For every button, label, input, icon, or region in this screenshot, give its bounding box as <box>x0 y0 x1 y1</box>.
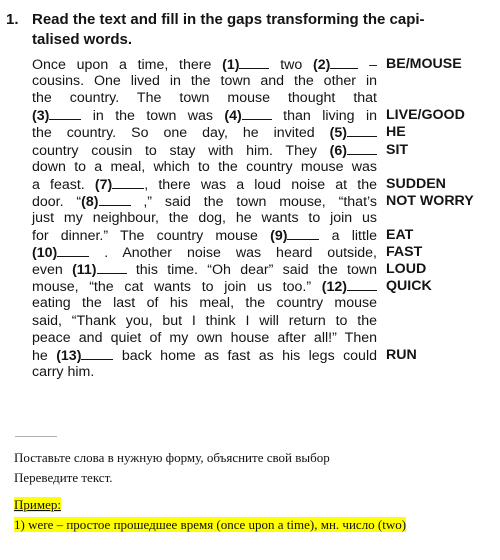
text-line <box>32 193 377 211</box>
text-segment: just my neighbour, the dog, he wants to join us <box>32 209 377 226</box>
text-line <box>32 56 377 74</box>
exercise-instruction-line-1: Read the text and fill in the gaps transforming the capi- <box>32 11 425 28</box>
capitalised-word: BE/MOUSE <box>386 56 462 72</box>
text-line <box>32 295 377 312</box>
text-line <box>32 176 377 194</box>
gap-number: (1) <box>222 57 240 73</box>
text-segment: he <box>32 347 57 364</box>
text-segment: two <box>269 57 314 73</box>
capitalised-word: FAST <box>386 244 423 261</box>
text-line <box>32 261 377 279</box>
gap-number: (4) <box>224 108 242 125</box>
gap-number: (6) <box>329 142 347 159</box>
example-text-content: 1) were – простое прошедшее время (once upon a time), мн. число (two) <box>14 517 407 532</box>
blank-gap[interactable] <box>99 193 131 206</box>
gap-number: (11) <box>72 262 97 279</box>
blank-gap[interactable] <box>242 107 272 120</box>
text-line <box>32 159 377 176</box>
text-segment: for dinner.” The country mouse <box>32 228 271 244</box>
capitalised-word: NOT WORRY <box>386 192 474 209</box>
gap-number: (2) <box>313 57 331 73</box>
text-segment: the country. So one day, he invited <box>32 125 330 142</box>
blank-gap[interactable] <box>287 227 319 240</box>
text-segment: – <box>358 57 378 73</box>
text-line <box>32 347 377 365</box>
gap-number: (12) <box>321 279 347 296</box>
text-segment: in the town was <box>81 108 225 125</box>
text-line <box>32 278 377 296</box>
gap-number: (10) <box>32 245 58 262</box>
text-line <box>32 330 377 347</box>
text-segment: back home as fast as his legs could <box>113 347 377 364</box>
blank-gap[interactable] <box>347 124 377 137</box>
text-line <box>32 364 377 381</box>
gap-number: (8) <box>81 193 99 210</box>
text-segment: door. “ <box>32 193 82 210</box>
blank-gap[interactable] <box>97 261 127 274</box>
capitalised-word: LIVE/GOOD <box>386 107 465 124</box>
capitalised-word: SIT <box>386 141 409 158</box>
capitalised-word: EAT <box>386 227 414 243</box>
exercise-heading <box>6 10 491 50</box>
text-line <box>32 73 377 90</box>
text-segment: said, “Thank you, but I think I will return to the <box>32 312 377 329</box>
capitalised-word: HE <box>386 124 406 141</box>
text-segment: eating the last of his meal, the country mouse <box>32 295 377 312</box>
exercise-instruction-line-2: talised words. <box>32 31 133 48</box>
text-segment: mouse, “the cat wants to join us too.” <box>32 279 322 296</box>
blank-gap[interactable] <box>57 244 89 257</box>
capitalised-word: RUN <box>386 346 417 363</box>
text-segment: , there was a loud noise at the <box>144 176 377 193</box>
blank-gap[interactable] <box>49 107 81 120</box>
text-line <box>32 107 377 125</box>
example-text <box>14 517 406 533</box>
divider <box>15 436 57 437</box>
text-segment: peace and quiet of my own house after all!” Then <box>32 329 377 346</box>
text-line <box>32 210 377 227</box>
blank-gap[interactable] <box>347 142 377 155</box>
text-segment: a feast. <box>32 176 95 193</box>
text-segment: down to a meal, which to the country mouse was <box>32 158 377 175</box>
capitalised-word: SUDDEN <box>386 175 446 192</box>
blank-gap[interactable] <box>239 56 269 69</box>
text-line <box>32 313 377 330</box>
text-segment: . Another noise was heard outside, <box>89 245 377 262</box>
text-segment: even <box>32 262 73 279</box>
task-instruction: Поставьте слова в нужную форму, объясните свой выбор <box>14 450 330 465</box>
gap-number: (13) <box>56 347 82 364</box>
blank-gap[interactable] <box>112 176 144 189</box>
blank-gap[interactable] <box>347 278 377 291</box>
gap-number: (5) <box>329 125 347 142</box>
text-line <box>32 227 377 245</box>
text-segment: carry him. <box>32 363 95 380</box>
gap-number: (9) <box>270 228 288 244</box>
text-segment: the country. The town mouse thought that <box>32 90 377 107</box>
capitalised-word: LOUD <box>386 261 427 278</box>
text-segment: ,” said the town mouse, “that’s <box>130 193 377 210</box>
task-translate: Переведите текст. <box>14 470 113 485</box>
blank-gap[interactable] <box>330 56 358 69</box>
text-line <box>32 90 377 107</box>
text-segment: Once upon a time, there <box>32 57 223 73</box>
text-segment: a little <box>319 228 377 244</box>
text-line <box>32 244 377 262</box>
gap-number: (7) <box>94 176 113 193</box>
example-label-text: Пример: <box>14 497 61 512</box>
text-line <box>32 142 377 160</box>
text-line <box>32 124 377 142</box>
blank-gap[interactable] <box>81 347 113 360</box>
text-segment: this time. “Oh dear” said the town <box>126 262 377 279</box>
example-label <box>14 497 61 513</box>
text-segment: than living in <box>271 108 377 125</box>
capitalised-word: QUICK <box>386 278 432 295</box>
text-segment: cousins. One lived in the town and the other in <box>32 73 377 90</box>
gap-number: (3) <box>32 108 50 125</box>
exercise-number: 1. <box>6 11 19 28</box>
text-segment: country cousin to stay with him. They <box>32 142 330 159</box>
